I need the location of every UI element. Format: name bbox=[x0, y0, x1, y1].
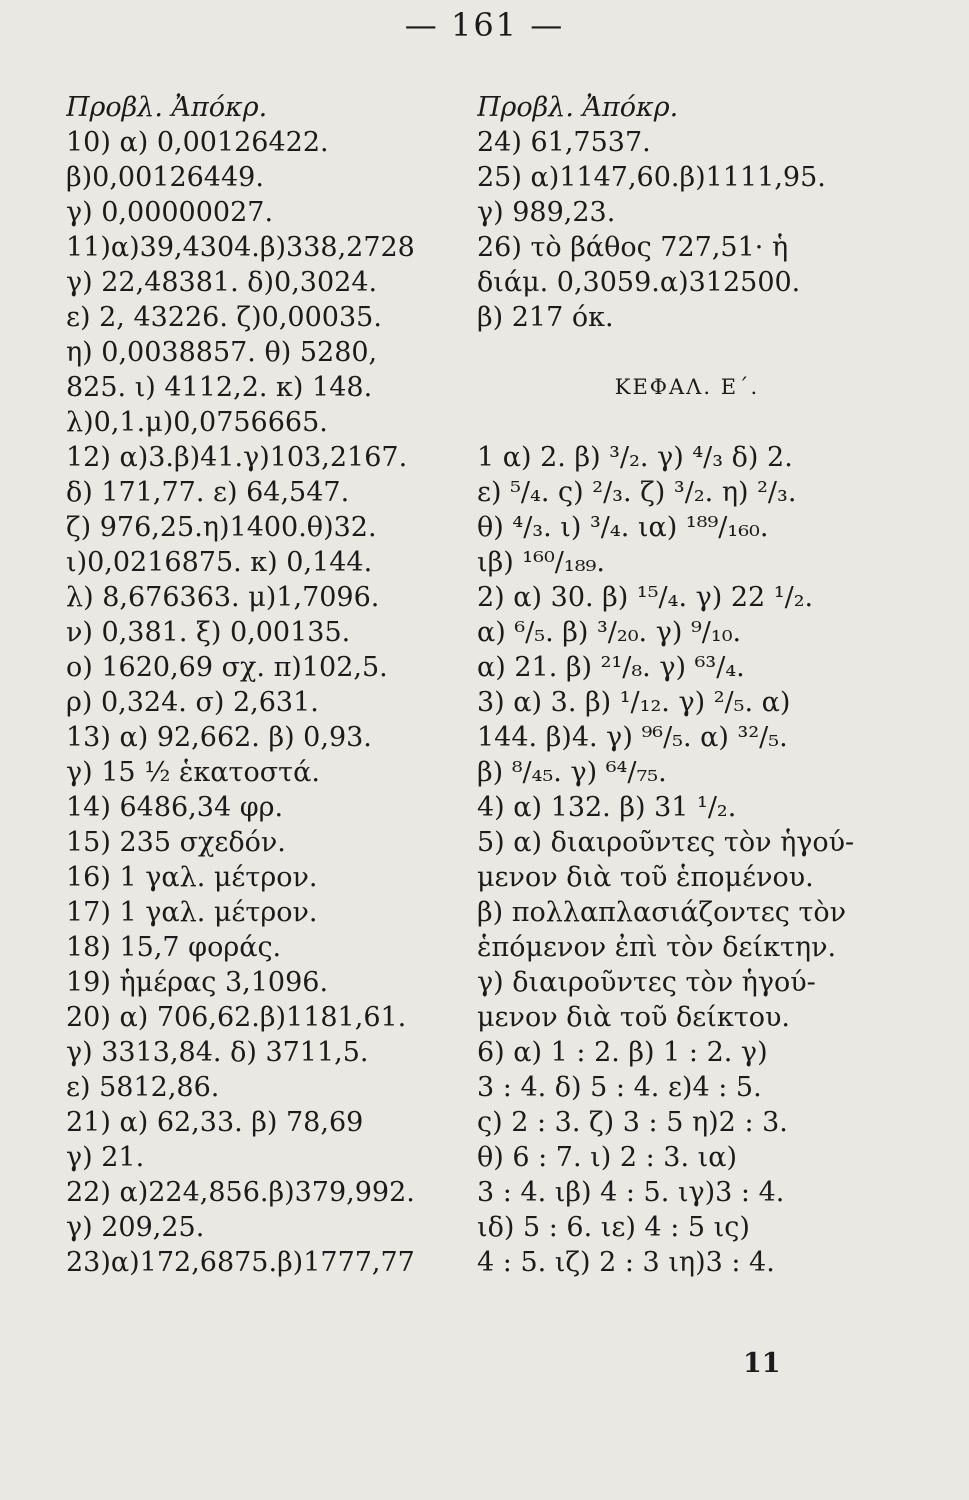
left-answer-line: ο) 1620,69 σχ. π)102,5. bbox=[66, 652, 388, 683]
right-answer-line: β) πολλαπλασιάζοντες τὸν bbox=[477, 897, 847, 928]
right-answer-line: 25) α)1147,60.β)1111,95. bbox=[477, 162, 826, 193]
left-answer-line: γ) 209,25. bbox=[66, 1212, 205, 1243]
right-answer-line: ιβ) ¹⁶⁰/₁₈₉. bbox=[477, 547, 605, 578]
left-answer-line: 17) 1 γαλ. μέτρον. bbox=[66, 897, 318, 928]
right-answer-line: α) ⁶/₅. β) ³/₂₀. γ) ⁹/₁₀. bbox=[477, 617, 742, 648]
right-answer-line: 26) τὸ βάθος 727,51· ἡ bbox=[477, 232, 789, 263]
right-answer-line: μενον διὰ τοῦ ἑπομένου. bbox=[477, 862, 814, 893]
left-answer-line: β)0,00126449. bbox=[66, 162, 264, 193]
right-answer-line: β) 217 όκ. bbox=[477, 302, 614, 333]
right-answer-line: ς) 2 : 3. ζ) 3 : 5 η)2 : 3. bbox=[477, 1107, 788, 1138]
left-answer-line: ρ) 0,324. σ) 2,631. bbox=[66, 687, 319, 718]
right-answer-line: 6) α) 1 : 2. β) 1 : 2. γ) bbox=[477, 1037, 768, 1068]
signature-mark: 11 bbox=[743, 1348, 781, 1379]
left-answer-line: 20) α) 706,62.β)1181,61. bbox=[66, 1002, 407, 1033]
right-answer-line: 3) α) 3. β) ¹/₁₂. γ) ²/₅. α) bbox=[477, 687, 791, 718]
left-answer-line: 16) 1 γαλ. μέτρον. bbox=[66, 862, 318, 893]
right-answer-line: 2) α) 30. β) ¹⁵/₄. γ) 22 ¹/₂. bbox=[477, 582, 814, 613]
right-answer-line: διάμ. 0,3059.α)312500. bbox=[477, 267, 801, 298]
page-number: — 161 — bbox=[404, 6, 565, 44]
right-answer-line: 144. β)4. γ) ⁹⁶/₅. α) ³²/₅. bbox=[477, 722, 788, 753]
right-answer-line: 4) α) 132. β) 31 ¹/₂. bbox=[477, 792, 737, 823]
left-answer-line: λ) 8,676363. μ)1,7096. bbox=[66, 582, 380, 613]
right-answer-line: γ) διαιροῦντες τὸν ἡγού- bbox=[477, 967, 816, 998]
right-answer-line: α) 21. β) ²¹/₈. γ) ⁶³/₄. bbox=[477, 652, 745, 683]
left-answer-line: 12) α)3.β)41.γ)103,2167. bbox=[66, 442, 408, 473]
left-answer-line: 21) α) 62,33. β) 78,69 bbox=[66, 1107, 364, 1138]
left-answer-line: ε) 2, 43226. ζ)0,00035. bbox=[66, 302, 382, 333]
left-answer-line: 10) α) 0,00126422. bbox=[66, 127, 329, 158]
right-answer-line bbox=[477, 405, 897, 440]
right-answer-line bbox=[477, 335, 897, 370]
left-answer-line: γ) 0,00000027. bbox=[66, 197, 274, 228]
right-answer-line: 4 : 5. ιζ) 2 : 3 ιη)3 : 4. bbox=[477, 1247, 775, 1278]
left-answer-line: ι)0,0216875. κ) 0,144. bbox=[66, 547, 373, 578]
right-answer-line: 3 : 4. δ) 5 : 4. ε)4 : 5. bbox=[477, 1072, 762, 1103]
right-answer-line: Προβλ. Ἀπόκρ. bbox=[477, 92, 679, 123]
left-answers-column bbox=[66, 90, 471, 1280]
left-answer-line: 14) 6486,34 φρ. bbox=[66, 792, 284, 823]
right-answer-line: μενον διὰ τοῦ δείκτου. bbox=[477, 1002, 790, 1033]
left-answer-line: Προβλ. Ἀπόκρ. bbox=[66, 92, 268, 123]
right-answer-line: θ) 6 : 7. ι) 2 : 3. ια) bbox=[477, 1142, 737, 1173]
right-answer-line: ΚΕΦΑΛ. Ε΄. bbox=[614, 375, 760, 399]
left-answer-line: γ) 22,48381. δ)0,3024. bbox=[66, 267, 378, 298]
left-answer-line: 825. ι) 4112,2. κ) 148. bbox=[66, 372, 373, 403]
left-answer-line: γ) 3313,84. δ) 3711,5. bbox=[66, 1037, 369, 1068]
left-answer-line: η) 0,0038857. θ) 5280, bbox=[66, 337, 378, 368]
right-answer-line: ιδ) 5 : 6. ιε) 4 : 5 ις) bbox=[477, 1212, 750, 1243]
left-answer-line: 19) ἡμέρας 3,1096. bbox=[66, 967, 329, 998]
left-answer-line: 18) 15,7 φοράς. bbox=[66, 932, 282, 963]
right-answer-line: 24) 61,7537. bbox=[477, 127, 651, 158]
left-answer-line: δ) 171,77. ε) 64,547. bbox=[66, 477, 350, 508]
right-answer-line: γ) 989,23. bbox=[477, 197, 616, 228]
right-answers-column bbox=[477, 90, 897, 1280]
left-answer-line: γ) 15 ½ ἑκατοστά. bbox=[66, 757, 320, 788]
left-answer-line: 23)α)172,6875.β)1777,77 bbox=[66, 1247, 415, 1278]
left-answer-line: 11)α)39,4304.β)338,2728 bbox=[66, 232, 415, 263]
right-answer-line: ε) ⁵/₄. ς) ²/₃. ζ) ³/₂. η) ²/₃. bbox=[477, 477, 797, 508]
right-answer-line: ἑπόμενον ἐπὶ τὸν δείκτην. bbox=[477, 932, 837, 963]
left-answer-line: ν) 0,381. ξ) 0,00135. bbox=[66, 617, 351, 648]
right-answer-line: 1 α) 2. β) ³/₂. γ) ⁴/₃ δ) 2. bbox=[477, 442, 793, 473]
right-answer-line: θ) ⁴/₃. ι) ³/₄. ια) ¹⁸⁹/₁₆₀. bbox=[477, 512, 769, 543]
right-answer-line: 5) α) διαιροῦντες τὸν ἡγού- bbox=[477, 827, 855, 858]
right-answer-line: β) ⁸/₄₅. γ) ⁶⁴/₇₅. bbox=[477, 757, 667, 788]
right-answer-line: 3 : 4. ιβ) 4 : 5. ιγ)3 : 4. bbox=[477, 1177, 785, 1208]
left-answer-line: 13) α) 92,662. β) 0,93. bbox=[66, 722, 372, 753]
left-answer-line: γ) 21. bbox=[66, 1142, 145, 1173]
left-answer-line: 15) 235 σχεδόν. bbox=[66, 827, 286, 858]
left-answer-line: ζ) 976,25.η)1400.θ)32. bbox=[66, 512, 377, 543]
left-answer-line: 22) α)224,856.β)379,992. bbox=[66, 1177, 415, 1208]
left-answer-line: λ)0,1.μ)0,0756665. bbox=[66, 407, 328, 438]
left-answer-line: ε) 5812,86. bbox=[66, 1072, 220, 1103]
